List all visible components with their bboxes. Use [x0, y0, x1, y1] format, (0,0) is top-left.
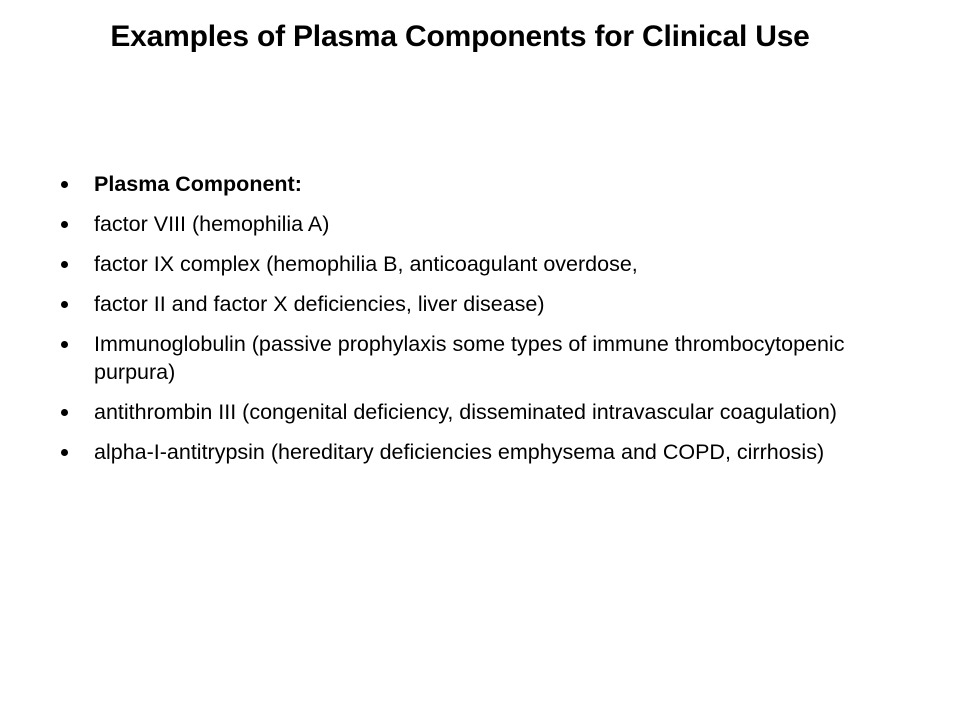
bullet-dot-icon [61, 341, 68, 348]
bullet-dot-icon [61, 409, 68, 416]
bullet-text: Plasma Component: [94, 172, 302, 196]
bullet-text: factor IX complex (hemophilia B, anticoagulant overdose, [94, 252, 638, 276]
bullet-item [60, 250, 890, 278]
bullet-item [60, 210, 890, 238]
bullet-text: alpha-I-antitrypsin (hereditary deficiencies emphysema and COPD, cirrhosis) [94, 440, 825, 464]
bullet-item [60, 170, 890, 198]
bullet-item [60, 330, 890, 386]
slide-title: Examples of Plasma Components for Clinical Use [110, 20, 810, 53]
bullet-list [60, 170, 890, 478]
bullet-item [60, 398, 890, 426]
bullet-text: factor II and factor X deficiencies, liver disease) [94, 292, 545, 316]
bullet-text: antithrombin III (congenital deficiency, disseminated intravascular coagulation) [94, 400, 837, 424]
bullet-text: factor VIII (hemophilia A) [94, 212, 330, 236]
bullet-dot-icon [61, 261, 68, 268]
bullet-dot-icon [61, 301, 68, 308]
bullet-dot-icon [61, 449, 68, 456]
bullet-dot-icon [61, 181, 68, 188]
bullet-item [60, 438, 890, 466]
bullet-item [60, 290, 890, 318]
bullet-dot-icon [61, 221, 68, 228]
bullet-text: Immunoglobulin (passive prophylaxis some types of immune thrombocytopenic purpura) [94, 332, 845, 384]
